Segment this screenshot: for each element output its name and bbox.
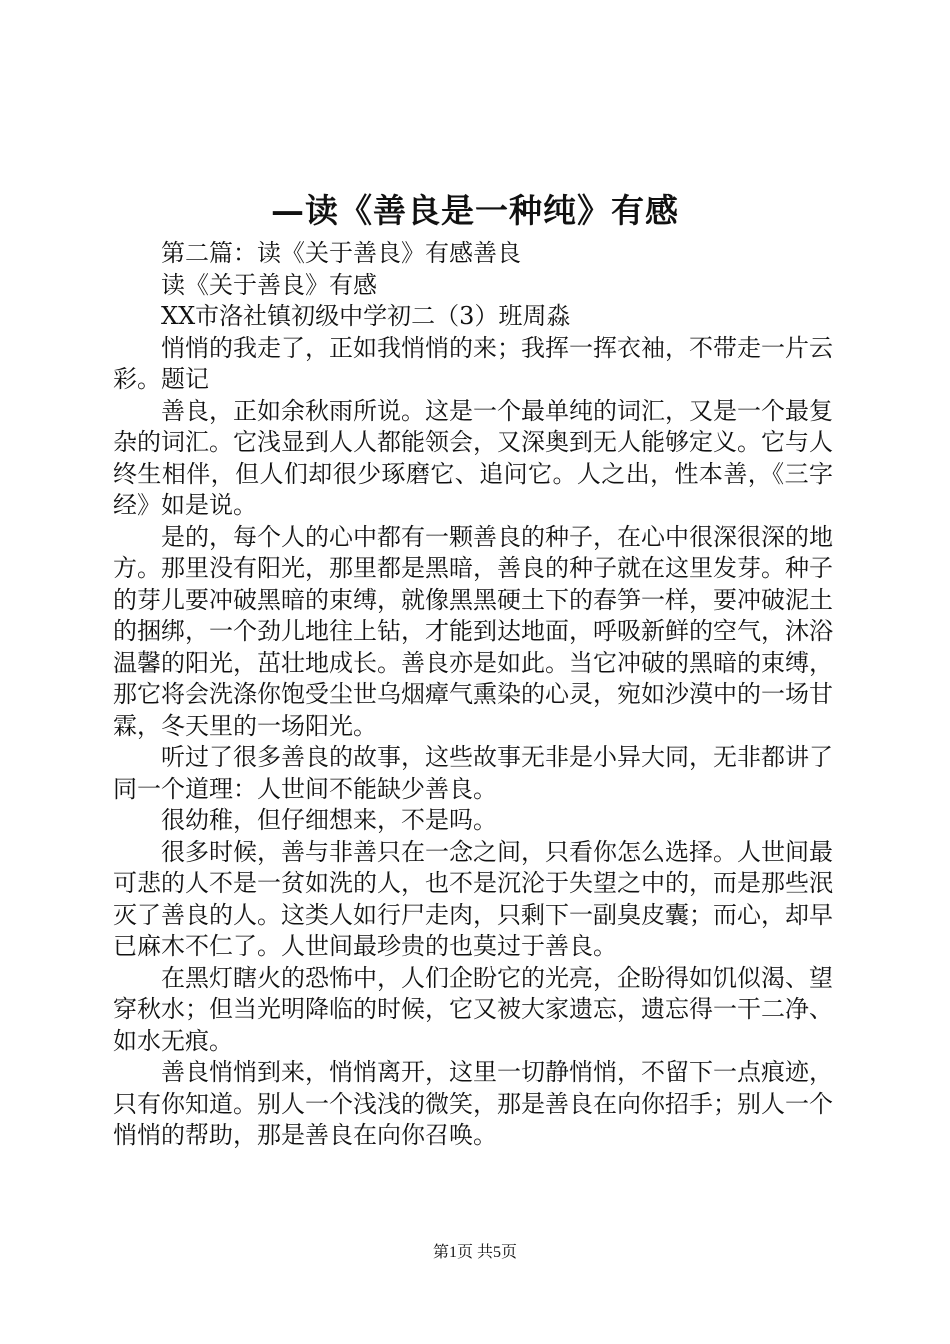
document-body: [113, 238, 833, 1152]
paragraph: XX市洛社镇初级中学初二（3）班周淼: [161, 302, 571, 330]
document-title: —读《善良是一种纯》有感: [271, 191, 679, 230]
paragraph: 善良，正如余秋雨所说。这是一个最单纯的词汇，又是一个最复杂的词汇。它浅显到人人都能领会，又深奥到无人能够定义。它与人终生相伴，但人们却很少琢磨它、追问它。人之出，性本善，《三字经》如是说。: [113, 396, 833, 519]
paragraph: 读《关于善良》有感: [161, 270, 377, 299]
page-footer: 第1页 共5页: [432, 1244, 517, 1261]
paragraph: 是的，每个人的心中都有一颗善良的种子，在心中很深很深的地方。那里没有阳光，那里都是黑暗，善良的种子就在这里发芽。种子的芽儿要冲破黑暗的束缚，就像黑黑硬土下的春笋一样，要冲破泥土的捆绑，一个劲儿地往上钻，才能到达地面，呼吸新鲜的空气，沐浴温馨的阳光，茁壮地成长。善良亦是如此。当它冲破的黑暗的束缚，那它将会洗涤你饱受尘世乌烟瘴气熏染的心灵，宛如沙漠中的一场甘霖，冬天里的一场阳光。: [113, 522, 833, 740]
paragraph: 很幼稚，但仔细想来，不是吗。: [161, 806, 497, 834]
paragraph: 听过了很多善良的故事，这些故事无非是小异大同，无非都讲了同一个道理：人世间不能缺少善良。: [113, 743, 833, 803]
paragraph: 善良悄悄到来，悄悄离开，这里一切静悄悄，不留下一点痕迹，只有你知道。别人一个浅浅的微笑，那是善良在向你招手；别人一个悄悄的帮助，那是善良在向你召唤。: [113, 1058, 833, 1149]
paragraph: 在黑灯瞎火的恐怖中，人们企盼它的光亮，企盼得如饥似渴、望穿秋水；但当光明降临的时候，它又被大家遗忘，遗忘得一干二净、如水无痕。: [113, 963, 833, 1055]
paragraph: 悄悄的我走了，正如我悄悄的来；我挥一挥衣袖，不带走一片云彩。题记: [113, 333, 833, 393]
paragraph: 很多时候，善与非善只在一念之间，只看你怎么选择。人世间最可悲的人不是一贫如洗的人，也不是沉沦于失望之中的，而是那些泯灭了善良的人。这类人如行尸走肉，只剩下一副臭皮囊；而心，却早已麻木不仁了。人世间最珍贵的也莫过于善良。: [113, 837, 833, 960]
paragraph: 第二篇：读《关于善良》有感善良: [161, 239, 521, 267]
